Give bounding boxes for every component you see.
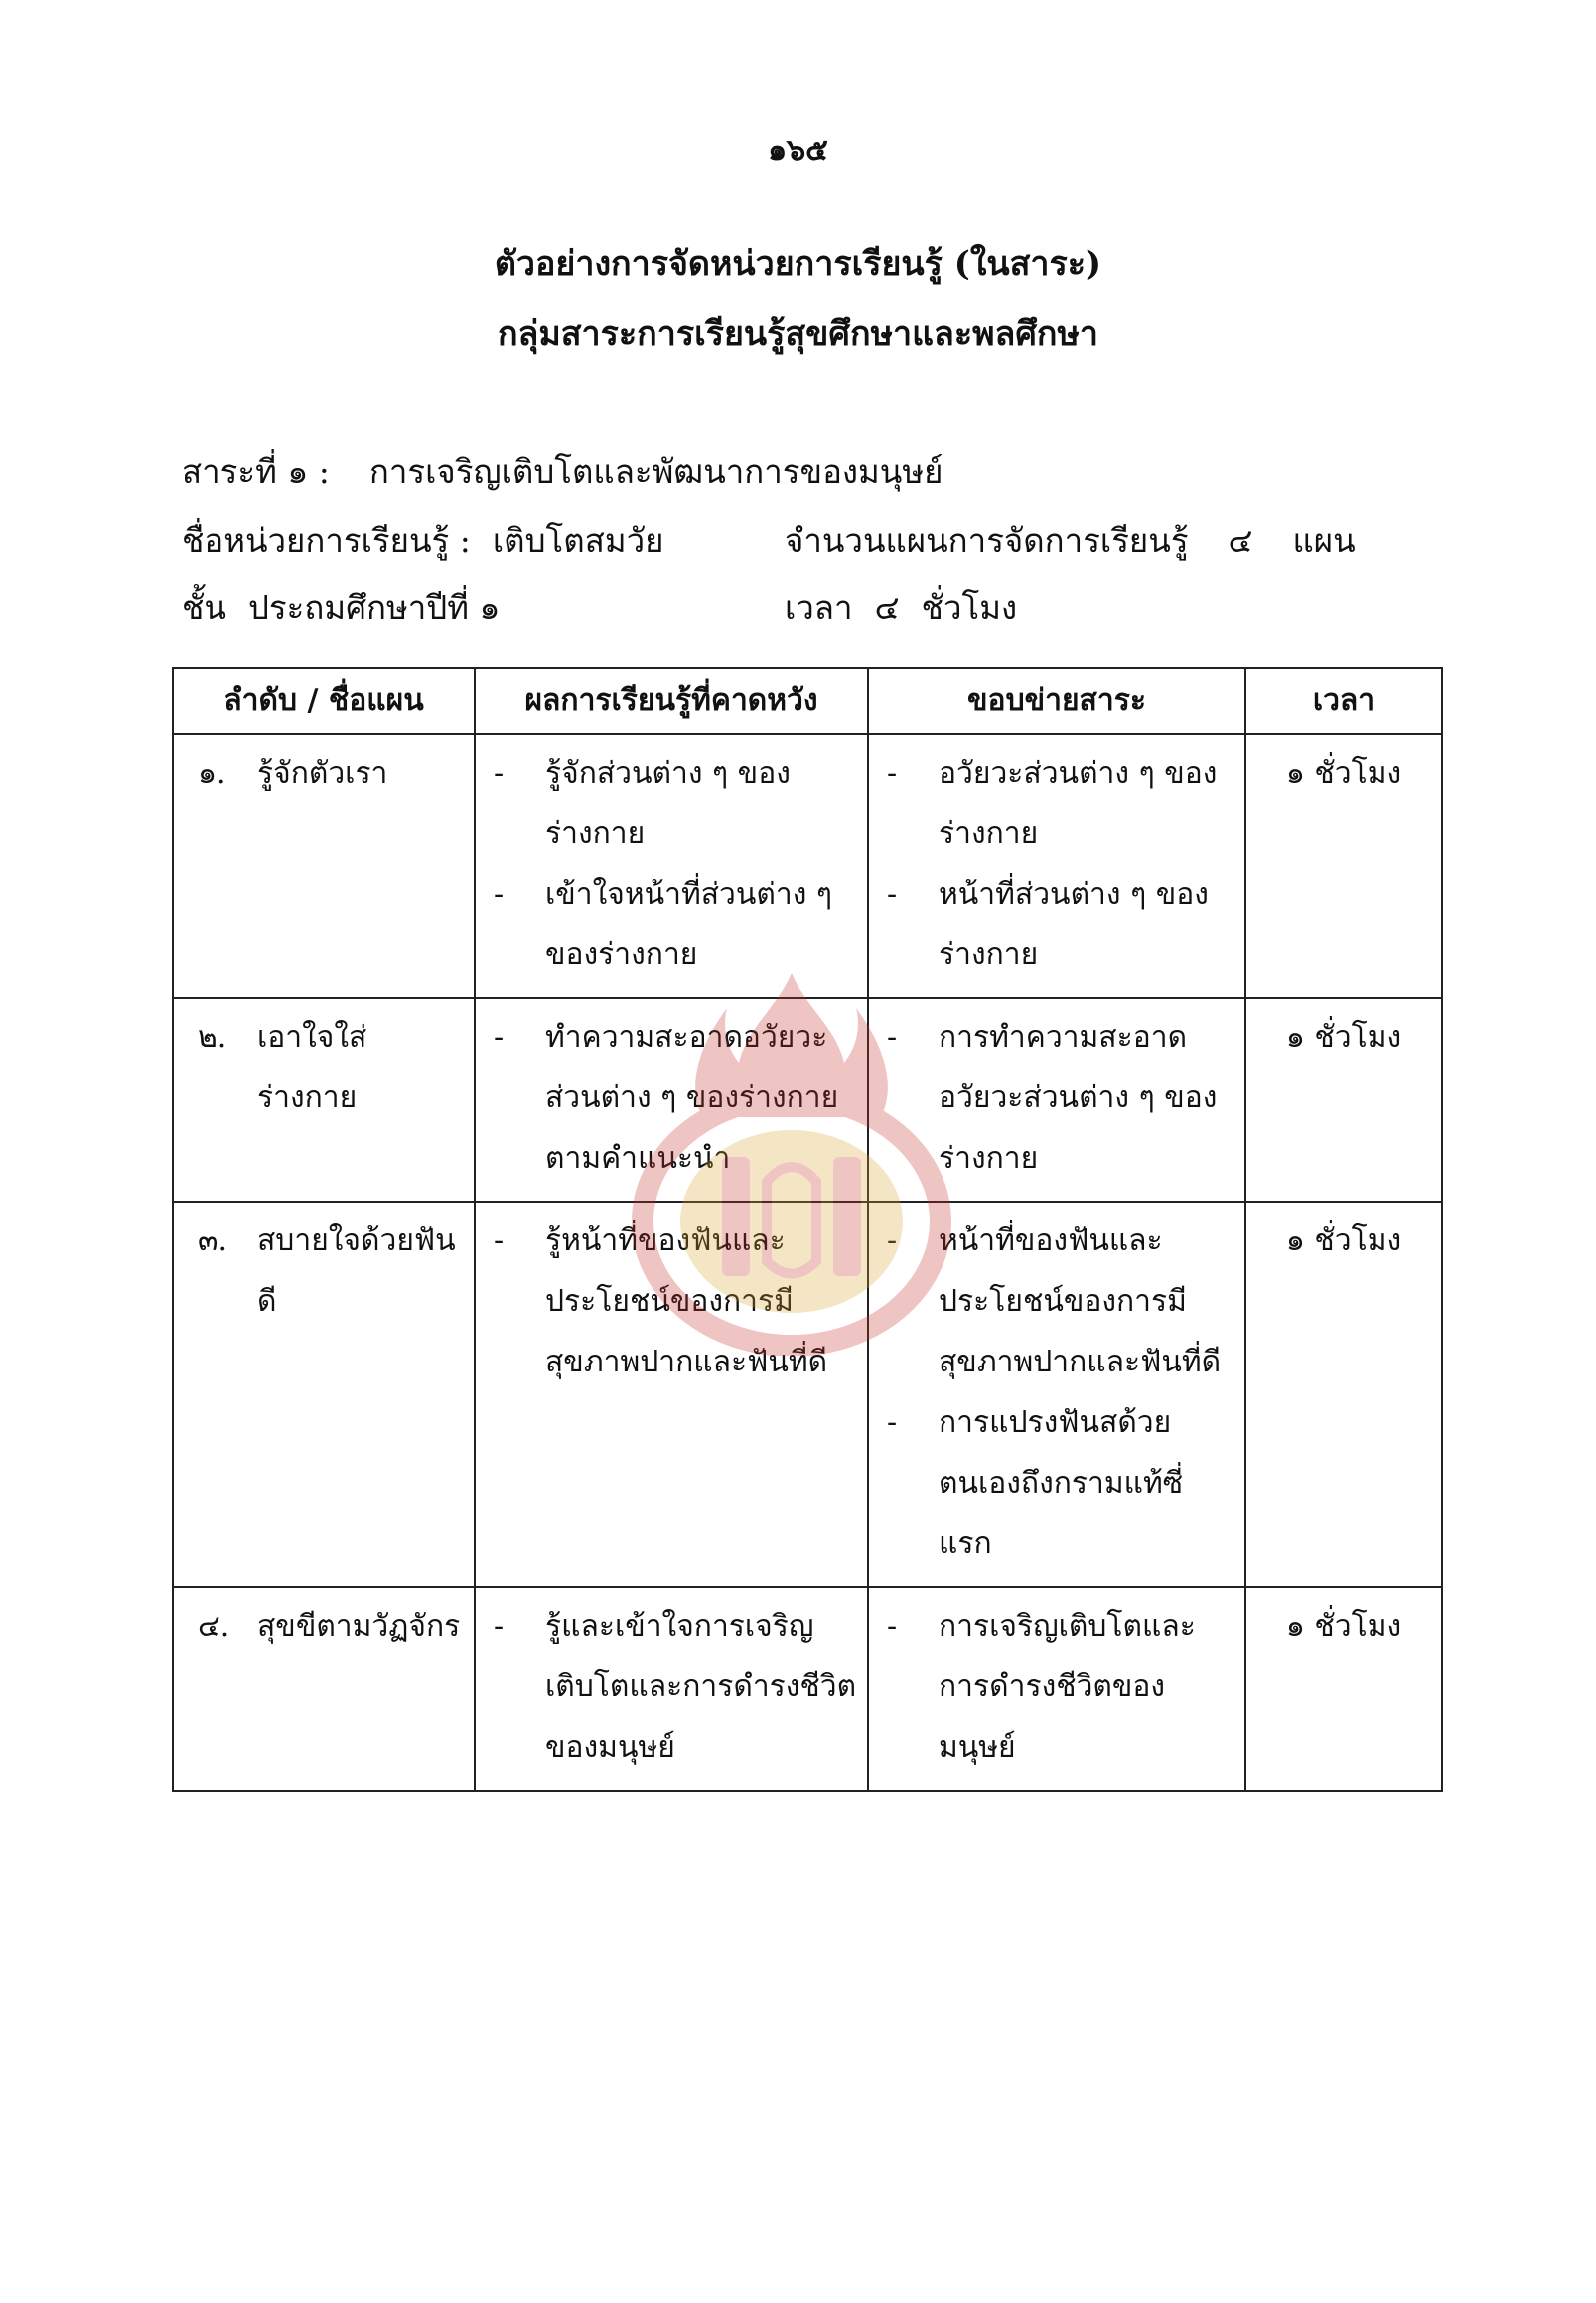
- table-row: [173, 1587, 1442, 1791]
- header-scope: ขอบข่ายสาระ: [868, 668, 1245, 734]
- outcome-item: รู้และเข้าใจการเจริญเติบโตและการดำรงชีวิตของมนุษย์: [545, 1609, 857, 1765]
- time-cell: ๑ ชั่วโมง: [1245, 998, 1442, 1202]
- plan-cell: [173, 1202, 475, 1587]
- header-plan: ลำดับ / ชื่อแผน: [173, 668, 475, 734]
- plans-count-label: จำนวนแผนการจัดการเรียนรู้: [785, 521, 1189, 560]
- scope-item: การแปรงฟันสด้วยตนเองถึงกรามแท้ซี่แรก: [939, 1405, 1184, 1561]
- time-unit: ชั่วโมง: [921, 588, 1018, 627]
- dash-bullet: -: [494, 1609, 505, 1644]
- outcome-item: รู้จักส่วนต่าง ๆ ของร่างกาย: [545, 756, 791, 851]
- plan-cell: [173, 734, 475, 998]
- scope-item: หน้าที่ส่วนต่าง ๆ ของร่างกาย: [939, 877, 1209, 972]
- page-number: ๑๖๕: [768, 133, 828, 168]
- dash-bullet: -: [494, 756, 505, 791]
- plan-number: ๒.: [198, 1020, 227, 1055]
- scope-cell: [868, 1202, 1245, 1587]
- table-row: [173, 734, 1442, 998]
- plan-name: สุขขีตามวัฏจักร: [257, 1609, 461, 1644]
- dash-bullet: -: [887, 1223, 898, 1258]
- scope-item: การเจริญเติบโตและการดำรงชีวิตของมนุษย์: [939, 1609, 1196, 1765]
- dash-bullet: -: [494, 1223, 505, 1258]
- scope-cell: [868, 998, 1245, 1202]
- plan-name: สบายใจด้วยฟันดี: [257, 1223, 456, 1319]
- plan-number: ๑.: [198, 756, 226, 791]
- dash-bullet: -: [887, 1609, 898, 1644]
- scope-cell: [868, 1587, 1245, 1791]
- outcome-item: รู้หน้าที่ของฟันและประโยชน์ของการมีสุขภาพปากและฟันที่ดี: [545, 1223, 828, 1379]
- time-value: ๔: [874, 588, 900, 627]
- dash-bullet: -: [887, 1020, 898, 1055]
- strand-label: สาระที่ ๑ :: [182, 452, 330, 491]
- plans-count-unit: แผน: [1292, 521, 1356, 560]
- dash-bullet: -: [887, 877, 898, 912]
- plan-cell: [173, 998, 475, 1202]
- outcomes-cell: [475, 998, 868, 1202]
- unit-value: เติบโตสมวัย: [492, 521, 664, 560]
- plan-name: รู้จักตัวเรา: [257, 756, 388, 791]
- unit-label: ชื่อหน่วยการเรียนรู้ :: [182, 521, 471, 560]
- scope-cell: [868, 734, 1245, 998]
- time-label: เวลา: [785, 588, 853, 627]
- header-outcomes: ผลการเรียนรู้ที่คาดหวัง: [475, 668, 868, 734]
- time-line: [785, 581, 1017, 634]
- outcomes-cell: [475, 1202, 868, 1587]
- dash-bullet: -: [494, 877, 505, 912]
- header-time: เวลา: [1245, 668, 1442, 734]
- dash-bullet: -: [887, 1405, 898, 1440]
- outcome-item: เข้าใจหน้าที่ส่วนต่าง ๆ ของร่างกาย: [545, 877, 833, 972]
- unit-line: [182, 514, 663, 567]
- time-cell: ๑ ชั่วโมง: [1245, 1587, 1442, 1791]
- document-title-line1: ตัวอย่างการจัดหน่วยการเรียนรู้ (ในสาระ): [494, 244, 1102, 284]
- outcome-item: ทำความสะอาดอวัยวะส่วนต่าง ๆ ของร่างกายตามคำแนะนำ: [545, 1020, 839, 1176]
- plan-cell: [173, 1587, 475, 1791]
- scope-item: การทำความสะอาดอวัยวะส่วนต่าง ๆ ของร่างกาย: [939, 1020, 1218, 1176]
- plan-number: ๔.: [198, 1609, 230, 1644]
- strand-line: [182, 445, 943, 498]
- document-title-line2: กลุ่มสาระการเรียนรู้สุขศึกษาและพลศึกษา: [497, 314, 1099, 354]
- time-cell: ๑ ชั่วโมง: [1245, 734, 1442, 998]
- plan-name: เอาใจใส่ร่างกาย: [257, 1020, 367, 1115]
- time-cell: ๑ ชั่วโมง: [1245, 1202, 1442, 1587]
- grade-label: ชั้น: [182, 588, 226, 627]
- plans-count-value: ๔: [1228, 521, 1253, 560]
- strand-value: การเจริญเติบโตและพัฒนาการของมนุษย์: [368, 452, 943, 491]
- plans-count-line: [785, 514, 1356, 567]
- grade-value: ประถมศึกษาปีที่ ๑: [247, 588, 501, 627]
- outcomes-cell: [475, 1587, 868, 1791]
- table-row: [173, 1202, 1442, 1587]
- dash-bullet: -: [887, 756, 898, 791]
- table-row: [173, 998, 1442, 1202]
- outcomes-cell: [475, 734, 868, 998]
- scope-item: หน้าที่ของฟันและประโยชน์ของการมีสุขภาพปากและฟันที่ดี: [939, 1223, 1222, 1379]
- plan-number: ๓.: [198, 1223, 228, 1258]
- dash-bullet: -: [494, 1020, 505, 1055]
- table-header-row: [173, 668, 1442, 734]
- grade-line: [182, 581, 500, 634]
- learning-plan-table: [172, 667, 1443, 1792]
- scope-item: อวัยวะส่วนต่าง ๆ ของร่างกาย: [939, 756, 1218, 851]
